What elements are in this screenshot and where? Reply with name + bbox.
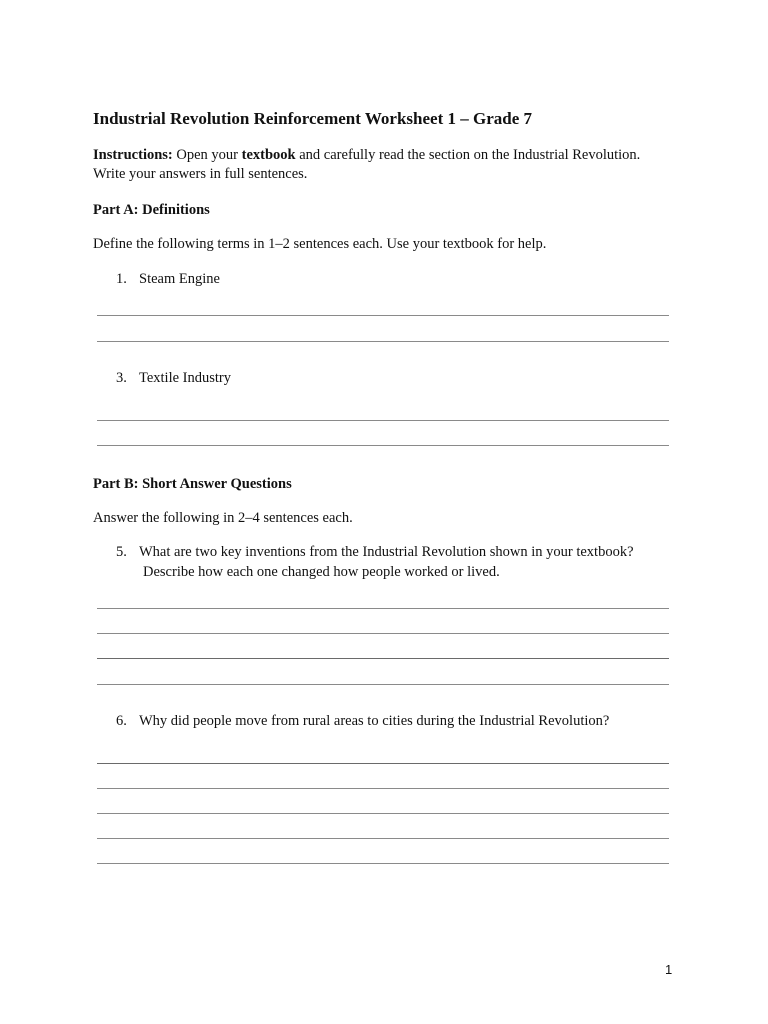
part-a-heading: Part A: Definitions [93, 202, 210, 218]
part-b-intro: Answer the following in 2–4 sentences each. [93, 510, 353, 526]
part-b-item-6 [116, 711, 609, 731]
answer-line[interactable] [97, 863, 669, 864]
page-number: 1 [665, 962, 673, 977]
answer-line[interactable] [97, 608, 669, 609]
part-a-intro: Define the following terms in 1–2 sentences each. Use your textbook for help. [93, 236, 547, 252]
item-text-line1: What are two key inventions from the Industrial Revolution shown in your textbook? [139, 544, 634, 560]
instructions-text-before: Open your [172, 147, 242, 163]
item-number: 6. [116, 713, 127, 729]
item-text: Textile Industry [139, 370, 232, 386]
instructions-label: Instructions: [93, 147, 173, 163]
item-number: 3. [116, 370, 127, 386]
answer-line[interactable] [97, 658, 669, 659]
answer-line[interactable] [97, 445, 669, 446]
part-b-heading: Part B: Short Answer Questions [93, 476, 292, 492]
item-number: 1. [116, 271, 127, 287]
part-a-item-3 [116, 368, 231, 388]
item-text: Steam Engine [139, 271, 220, 287]
answer-line[interactable] [97, 684, 669, 685]
answer-line[interactable] [97, 838, 669, 839]
answer-line[interactable] [97, 633, 669, 634]
answer-line[interactable] [97, 315, 669, 316]
answer-line[interactable] [97, 813, 669, 814]
part-a-item-1 [116, 269, 220, 289]
instructions-emphasis: textbook [241, 147, 296, 163]
item-text-line2: Describe how each one changed how people worked or lived. [143, 564, 500, 580]
worksheet-title: Industrial Revolution Reinforcement Worksheet 1 – Grade 7 [93, 109, 532, 128]
answer-line[interactable] [97, 763, 669, 764]
part-b-item-5 [116, 542, 634, 582]
item-text-line1: Why did people move from rural areas to cities during the Industrial Revolution? [139, 713, 610, 729]
answer-line[interactable] [97, 420, 669, 421]
answer-line[interactable] [97, 341, 669, 342]
answer-line[interactable] [97, 788, 669, 789]
instructions-paragraph [93, 146, 653, 184]
instructions-text-after: and carefully read the section on the Industrial Revolution. Write your answers in full sentences. [93, 147, 641, 182]
item-number: 5. [116, 544, 127, 560]
